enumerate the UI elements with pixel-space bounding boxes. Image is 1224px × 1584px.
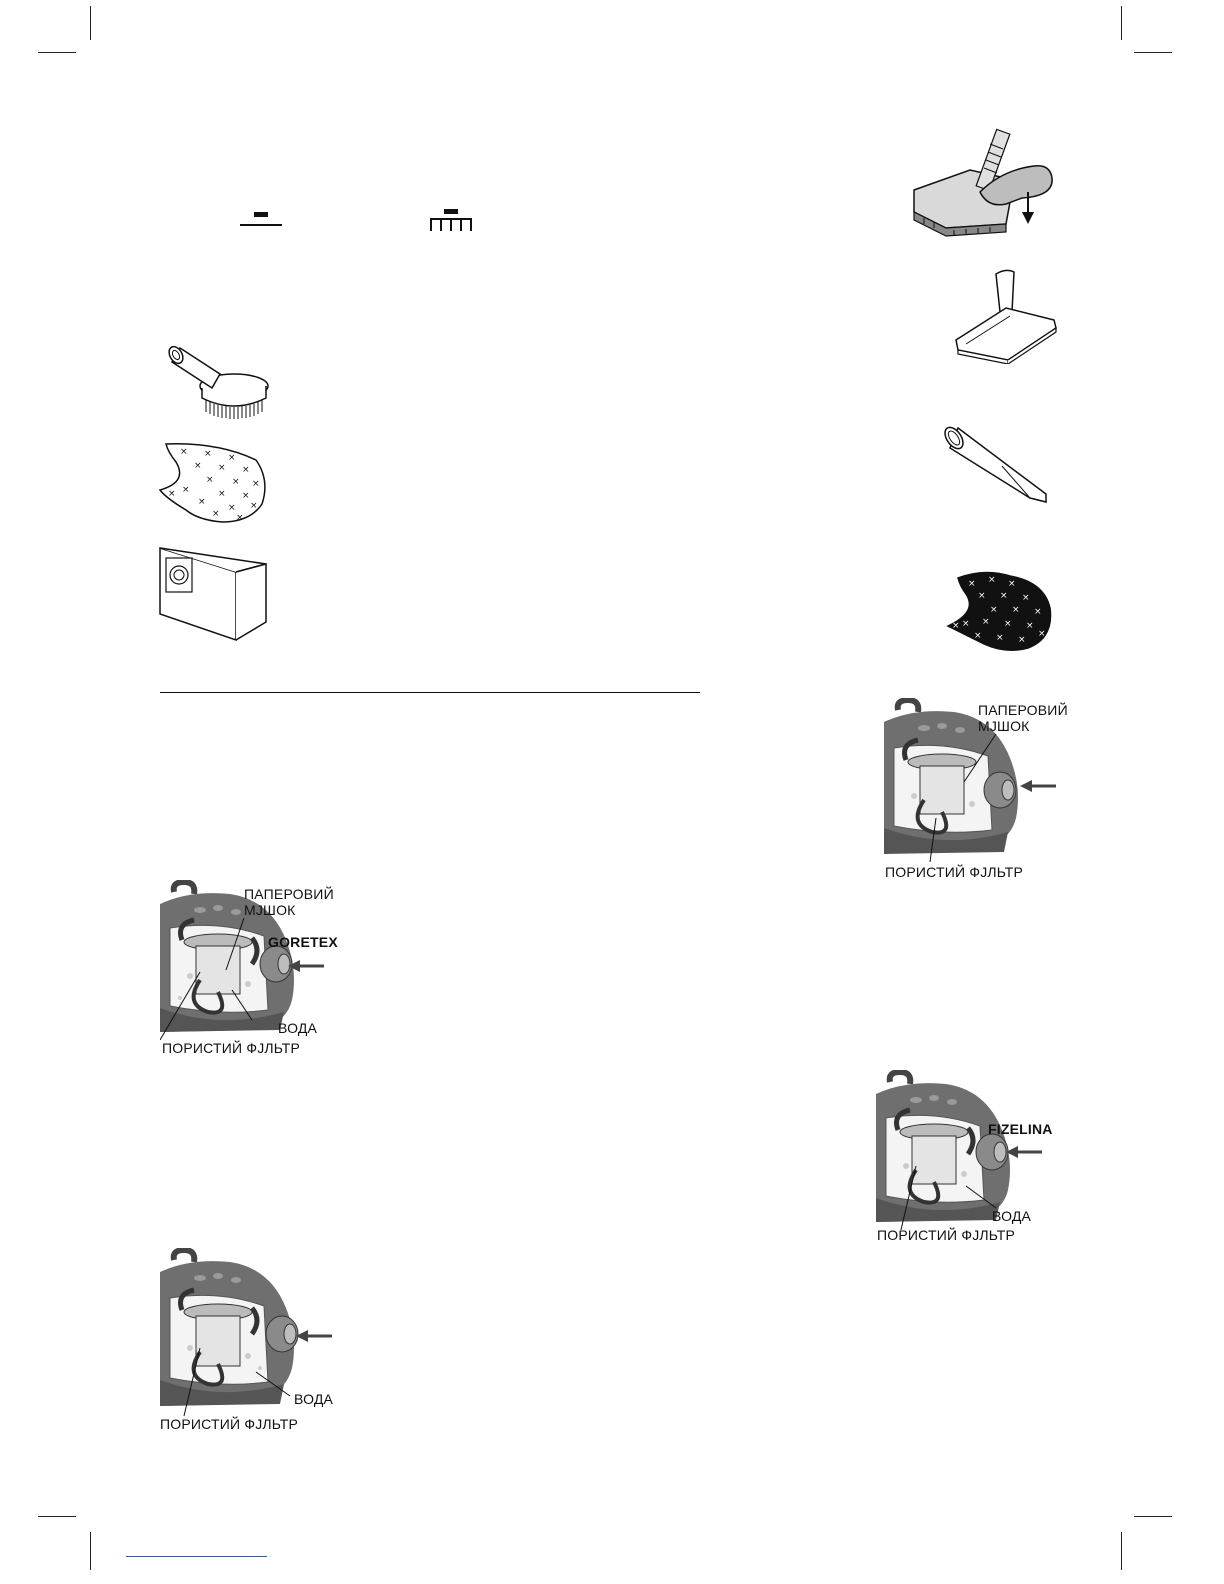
- svg-text:×: ×: [182, 485, 190, 495]
- svg-text:×: ×: [250, 501, 258, 511]
- right-bag-label: ПАПЕРОВИЙ МJШОК: [978, 702, 1068, 734]
- right-porous-filter-label: ПОРИСТИЙ ФJЛЬТР: [885, 864, 1024, 880]
- svg-text:×: ×: [232, 477, 240, 487]
- dark-filter-icon: [944, 568, 1054, 654]
- svg-text:×: ×: [236, 513, 244, 523]
- paper-bag-icon: [158, 546, 270, 642]
- cloth-filter-icon: [158, 440, 270, 526]
- svg-text:×: ×: [974, 631, 982, 641]
- svg-text:×: ×: [1004, 619, 1012, 629]
- upholstery-nozzle-icon: [952, 268, 1060, 364]
- crop-mark: [38, 52, 76, 53]
- crop-mark: [1121, 6, 1122, 40]
- svg-text:×: ×: [952, 621, 960, 631]
- crop-mark: [38, 1516, 76, 1517]
- svg-text:×: ×: [962, 619, 970, 629]
- carpet-setting-icon: [428, 207, 474, 233]
- svg-text:×: ×: [180, 447, 188, 457]
- svg-text:×: ×: [252, 479, 260, 489]
- fizelina-porous-filter-label: ПОРИСТИЙ ФJЛЬТР: [877, 1227, 1016, 1243]
- crop-mark: [1134, 1516, 1172, 1517]
- svg-text:×: ×: [1008, 579, 1016, 589]
- svg-text:×: ×: [982, 617, 990, 627]
- svg-text:×: ×: [228, 503, 236, 513]
- fizelina-water-label: ВОДА: [992, 1208, 1032, 1224]
- svg-text:×: ×: [968, 579, 976, 589]
- svg-text:×: ×: [242, 465, 250, 475]
- svg-text:×: ×: [228, 453, 236, 463]
- svg-text:×: ×: [218, 463, 226, 473]
- goretex-bag-label: ПАПЕРОВИЙ МJШОК: [244, 886, 334, 918]
- crop-mark: [1121, 1532, 1122, 1570]
- svg-text:×: ×: [996, 633, 1004, 643]
- svg-text:×: ×: [206, 475, 214, 485]
- crevice-tool-icon: [942, 422, 1054, 506]
- floor-nozzle-foot-icon: [910, 120, 1060, 240]
- svg-text:×: ×: [218, 489, 226, 499]
- footer-link-underline: [126, 1556, 267, 1557]
- section-divider: [160, 692, 700, 693]
- vacuum-fizelina-illustration: [876, 1070, 1046, 1230]
- svg-text:×: ×: [204, 449, 212, 459]
- crop-mark: [90, 1532, 91, 1570]
- water-only-porous-filter-label: ПОРИСТИЙ ФJЛЬТР: [160, 1416, 299, 1432]
- goretex-water-label: ВОДА: [278, 1020, 318, 1036]
- crop-mark: [1134, 52, 1172, 53]
- svg-text:×: ×: [194, 461, 202, 471]
- dusting-brush-icon: [162, 338, 272, 422]
- svg-text:×: ×: [1038, 629, 1046, 639]
- crop-mark: [90, 6, 91, 40]
- svg-text:×: ×: [1012, 605, 1020, 615]
- svg-text:×: ×: [242, 491, 250, 501]
- svg-text:×: ×: [1018, 635, 1026, 645]
- svg-text:×: ×: [988, 575, 996, 585]
- fizelina-filter-name: FIZELINA: [988, 1121, 1053, 1137]
- water-only-water-label: ВОДА: [294, 1391, 334, 1407]
- svg-text:×: ×: [990, 605, 998, 615]
- goretex-filter-name: GORETEX: [268, 934, 338, 950]
- svg-text:×: ×: [168, 489, 176, 499]
- svg-text:×: ×: [1034, 607, 1042, 617]
- svg-text:×: ×: [212, 509, 220, 519]
- svg-text:×: ×: [1022, 593, 1030, 603]
- goretex-porous-filter-label: ПОРИСТИЙ ФJЛЬТР: [162, 1040, 301, 1056]
- svg-text:×: ×: [1026, 621, 1034, 631]
- floor-setting-icon: [238, 210, 284, 230]
- svg-text:×: ×: [978, 591, 986, 601]
- svg-text:×: ×: [1000, 591, 1008, 601]
- svg-text:×: ×: [198, 497, 206, 507]
